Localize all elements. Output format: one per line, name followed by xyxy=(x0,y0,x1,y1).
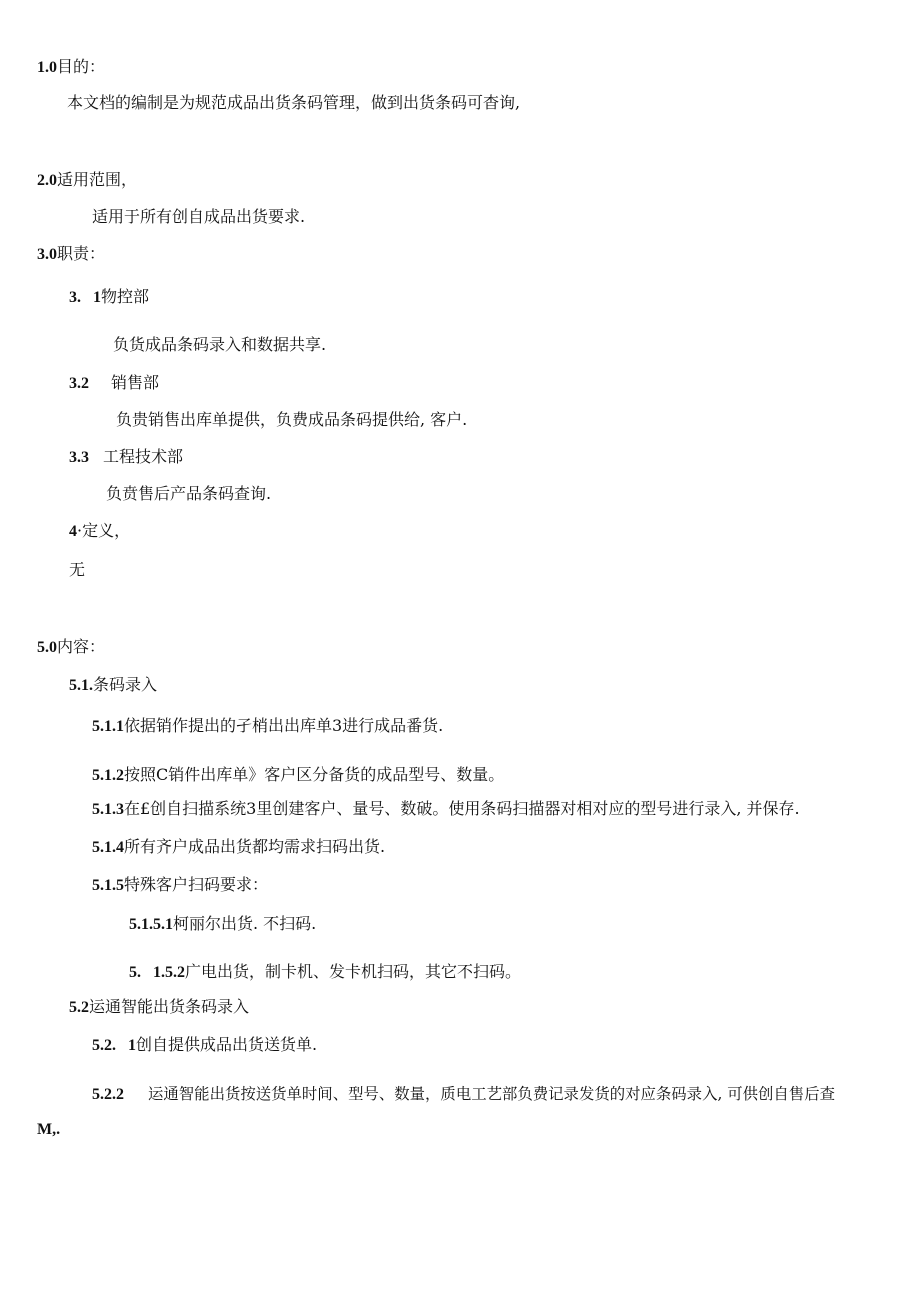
clause-5-2-2 xyxy=(92,1084,835,1105)
clause-text: 柯丽尔出货. 不扫码. xyxy=(173,914,317,933)
section-title: 工程技术部 xyxy=(103,447,184,466)
section-number: 3. 1 xyxy=(69,289,101,306)
section-2-heading xyxy=(37,170,137,191)
section-number: 3.0 xyxy=(37,246,57,263)
section-number: 2.0 xyxy=(37,172,57,189)
section-3-2-body: 负贵销售出库单提供，负费成品条码提供给, 客户. xyxy=(116,410,468,429)
clause-number: 5.2. 1 xyxy=(92,1037,136,1054)
clause-number: 5.1.4 xyxy=(92,839,124,856)
section-number: 5.2 xyxy=(69,999,89,1016)
section-title: 适用范围， xyxy=(57,170,138,189)
section-2-body: 适用于所有创自成品出货要求. xyxy=(92,207,306,226)
clause-number: 5.1.5.1 xyxy=(129,916,173,933)
clause-text: 运通智能出货按送货单时间、型号、数量，质电工艺部负费记录发货的对应条码录入, 可供创自售后查 xyxy=(148,1085,835,1103)
section-title: 内容： xyxy=(57,637,106,656)
section-3-1-body: 负货成品条码录入和数据共享. xyxy=(113,335,327,354)
clause-5-1-1 xyxy=(92,716,443,737)
section-title: 运通智能出货条码录入 xyxy=(89,997,250,1016)
section-title: 物控部 xyxy=(101,287,150,306)
clause-5-1-2 xyxy=(92,765,504,786)
section-4-heading xyxy=(69,521,130,542)
section-5-heading xyxy=(37,637,105,658)
clause-text: 特殊客户扫码要求： xyxy=(124,875,269,894)
clause-text: 广电出货，制卡机、发卡机扫码，其它不扫码。 xyxy=(185,962,522,981)
clause-5-1-4 xyxy=(92,837,385,858)
section-title: 目的： xyxy=(57,57,106,76)
clause-5-1-5-2 xyxy=(129,962,521,983)
clause-text: 创自提供成品出货送货单. xyxy=(136,1035,318,1054)
clause-5-1-5 xyxy=(92,875,268,896)
section-5-2-heading xyxy=(69,997,249,1018)
section-title: ·定义， xyxy=(77,521,131,540)
section-4-body: 无 xyxy=(69,560,86,579)
section-number: 5.1. xyxy=(69,677,93,694)
section-3-1-heading xyxy=(69,287,149,308)
clause-text: 按照C销件出库单》客户区分备货的成品型号、数量。 xyxy=(124,765,505,784)
section-title: 销售部 xyxy=(111,373,160,392)
clause-number: 5.1.1 xyxy=(92,718,124,735)
section-3-3-heading xyxy=(69,447,183,468)
section-title: 职责： xyxy=(57,244,106,263)
clause-text: 依据销作提出的孑梢出出库单3进行成品番货. xyxy=(124,716,444,735)
clause-number: 5.1.2 xyxy=(92,767,124,784)
section-3-heading xyxy=(37,244,105,265)
clause-text: 所有齐户成品出货都均需求扫码出货. xyxy=(124,837,386,856)
clause-number: 5.2.2 xyxy=(92,1086,124,1103)
clause-5-1-3 xyxy=(92,799,800,820)
section-3-3-body: 负贲售后产品条码查询. xyxy=(106,484,272,503)
section-3-2-heading xyxy=(69,373,159,394)
clause-5-1-5-1 xyxy=(129,914,316,935)
section-5-1-heading xyxy=(69,675,157,696)
clause-5-2-2-continuation: M,. xyxy=(37,1121,61,1138)
section-title: 条码录入 xyxy=(93,675,158,694)
section-number: 3.2 xyxy=(69,375,89,392)
section-1-heading xyxy=(37,57,105,78)
section-number: 4 xyxy=(69,523,77,540)
section-number: 1.0 xyxy=(37,59,57,76)
clause-text: 在£创自扫描系统3里创建客户、量号、数破。使用条码扫描器对相对应的型号进行录入, 并保存. xyxy=(124,799,800,818)
section-1-body: 本文档的编制是为规范成品出货条码管理，做到出货条码可杳询, xyxy=(67,93,521,112)
clause-number: 5.1.3 xyxy=(92,801,124,818)
clause-5-2-1 xyxy=(92,1035,317,1056)
section-number: 3.3 xyxy=(69,449,89,466)
clause-number: 5. 1.5.2 xyxy=(129,964,185,981)
clause-number: 5.1.5 xyxy=(92,877,124,894)
section-number: 5.0 xyxy=(37,639,57,656)
